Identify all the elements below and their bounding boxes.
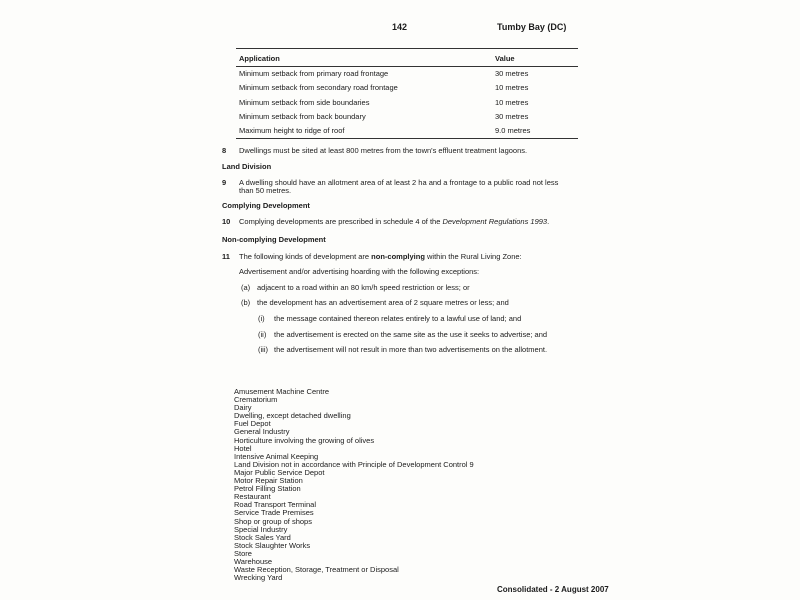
list-item: Shop or group of shops: [234, 516, 312, 526]
consolidation-date: Consolidated - 2 August 2007: [497, 585, 609, 594]
table-cell-application: Maximum height to ridge of roof: [236, 124, 492, 139]
list-item: Road Transport Terminal: [234, 500, 316, 510]
column-header-application: Application: [236, 49, 492, 67]
advertisement-intro: Advertisement and/or advertising hoarding with the following exceptions:: [239, 267, 480, 276]
paragraph-text: Dwellings must be sited at least 800 metres from the town's effluent treatment lagoons.: [239, 146, 528, 155]
paragraph-text-end: .: [547, 217, 550, 226]
list-item: Crematorium: [234, 395, 278, 405]
paragraph-text-start: The following kinds of development are: [239, 252, 372, 261]
paragraph-number: 8: [222, 146, 227, 155]
exception-text: the message contained thereon relates entirely to a lawful use of land; and: [274, 314, 522, 323]
list-item: Waste Reception, Storage, Treatment or Disposal: [234, 565, 399, 575]
table-row: [236, 67, 578, 82]
list-item: Restaurant: [234, 492, 271, 502]
non-complying-uses-list: [234, 388, 474, 582]
column-header-value: Value: [492, 49, 578, 67]
table-cell-application: Minimum setback from back boundary: [239, 111, 366, 121]
table-row: [236, 110, 578, 124]
exception-marker: (ii): [258, 330, 267, 339]
paragraph-number: 10: [222, 217, 231, 226]
regulations-title: Development Regulations 1993: [442, 217, 548, 226]
table-row: [236, 124, 578, 139]
exception-marker: (a): [241, 283, 251, 292]
table-header-row: [236, 49, 578, 67]
list-item: Dwelling, except detached dwelling: [234, 411, 351, 421]
setback-table: [236, 48, 578, 139]
exception-text: the advertisement is erected on the same site as the use it seeks to advertise; and: [274, 330, 548, 339]
paragraph-text-start: Complying developments are prescribed in schedule 4 of the: [239, 217, 443, 226]
paragraph-text-line-1: A dwelling should have an allotment area of at least 2 ha and a frontage to a public road not less: [239, 178, 559, 187]
table-cell-value: 30 metres: [495, 69, 529, 78]
table-cell-value: 9.0 metres: [492, 124, 578, 139]
council-title: Tumby Bay (DC): [497, 22, 567, 32]
table-cell-value: 30 metres: [495, 111, 529, 121]
paragraph-number: 11: [222, 252, 230, 261]
list-item: Wrecking Yard: [234, 573, 283, 583]
list-item: Petrol Filling Station: [234, 484, 301, 494]
exception-text: the development has an advertisement area of 2 square metres or less; and: [257, 298, 509, 307]
paragraph-number: 9: [222, 178, 227, 187]
paragraph-text-line-2: than 50 metres.: [239, 186, 292, 195]
list-item: Horticulture involving the growing of olives: [234, 435, 375, 445]
exception-marker: (i): [258, 314, 265, 323]
exception-text: the advertisement will not result in more than two advertisements on the allotment.: [274, 345, 548, 354]
list-item: Land Division not in accordance with Principle of Development Control 9: [234, 459, 474, 469]
list-item: Special Industry: [234, 524, 288, 534]
list-item: Store: [234, 548, 252, 558]
heading-land-division: Land Division: [222, 162, 272, 171]
list-item: Service Trade Premises: [234, 508, 314, 518]
list-item: Fuel Depot: [234, 419, 271, 429]
non-complying-term: non-complying: [371, 252, 425, 261]
table-row: [236, 81, 578, 95]
table-cell-application: Minimum setback from secondary road frontage: [239, 83, 398, 93]
table-cell-application: Minimum setback from side boundaries: [239, 97, 370, 107]
exception-marker: (b): [241, 298, 251, 307]
table-cell-value: 10 metres: [495, 97, 529, 107]
paragraph-text: [239, 252, 522, 262]
list-item: Warehouse: [234, 556, 273, 566]
heading-non-complying-development: Non-complying Development: [222, 235, 326, 244]
page-number: 142: [392, 22, 408, 32]
list-item: Intensive Animal Keeping: [234, 451, 319, 461]
list-item: Dairy: [234, 403, 252, 413]
table-cell-value: 10 metres: [495, 83, 529, 93]
exception-marker: (iii): [258, 345, 268, 354]
list-item: General Industry: [234, 427, 290, 437]
table-cell-application: Minimum setback from primary road frontage: [239, 69, 389, 78]
exception-text: adjacent to a road within an 80 km/h speed restriction or less; or: [257, 283, 470, 292]
heading-complying-development: Complying Development: [222, 201, 310, 210]
list-item: Stock Sales Yard: [234, 532, 291, 542]
paragraph-text: [239, 217, 549, 227]
list-item: Hotel: [234, 443, 252, 453]
paragraph-text-end: within the Rural Living Zone:: [424, 252, 522, 261]
list-item: Stock Slaughter Works: [234, 540, 311, 550]
list-item: Amusement Machine Centre: [234, 387, 330, 396]
list-item: Major Public Service Depot: [234, 467, 325, 477]
table-row: [236, 96, 578, 110]
list-item: Motor Repair Station: [234, 476, 303, 486]
